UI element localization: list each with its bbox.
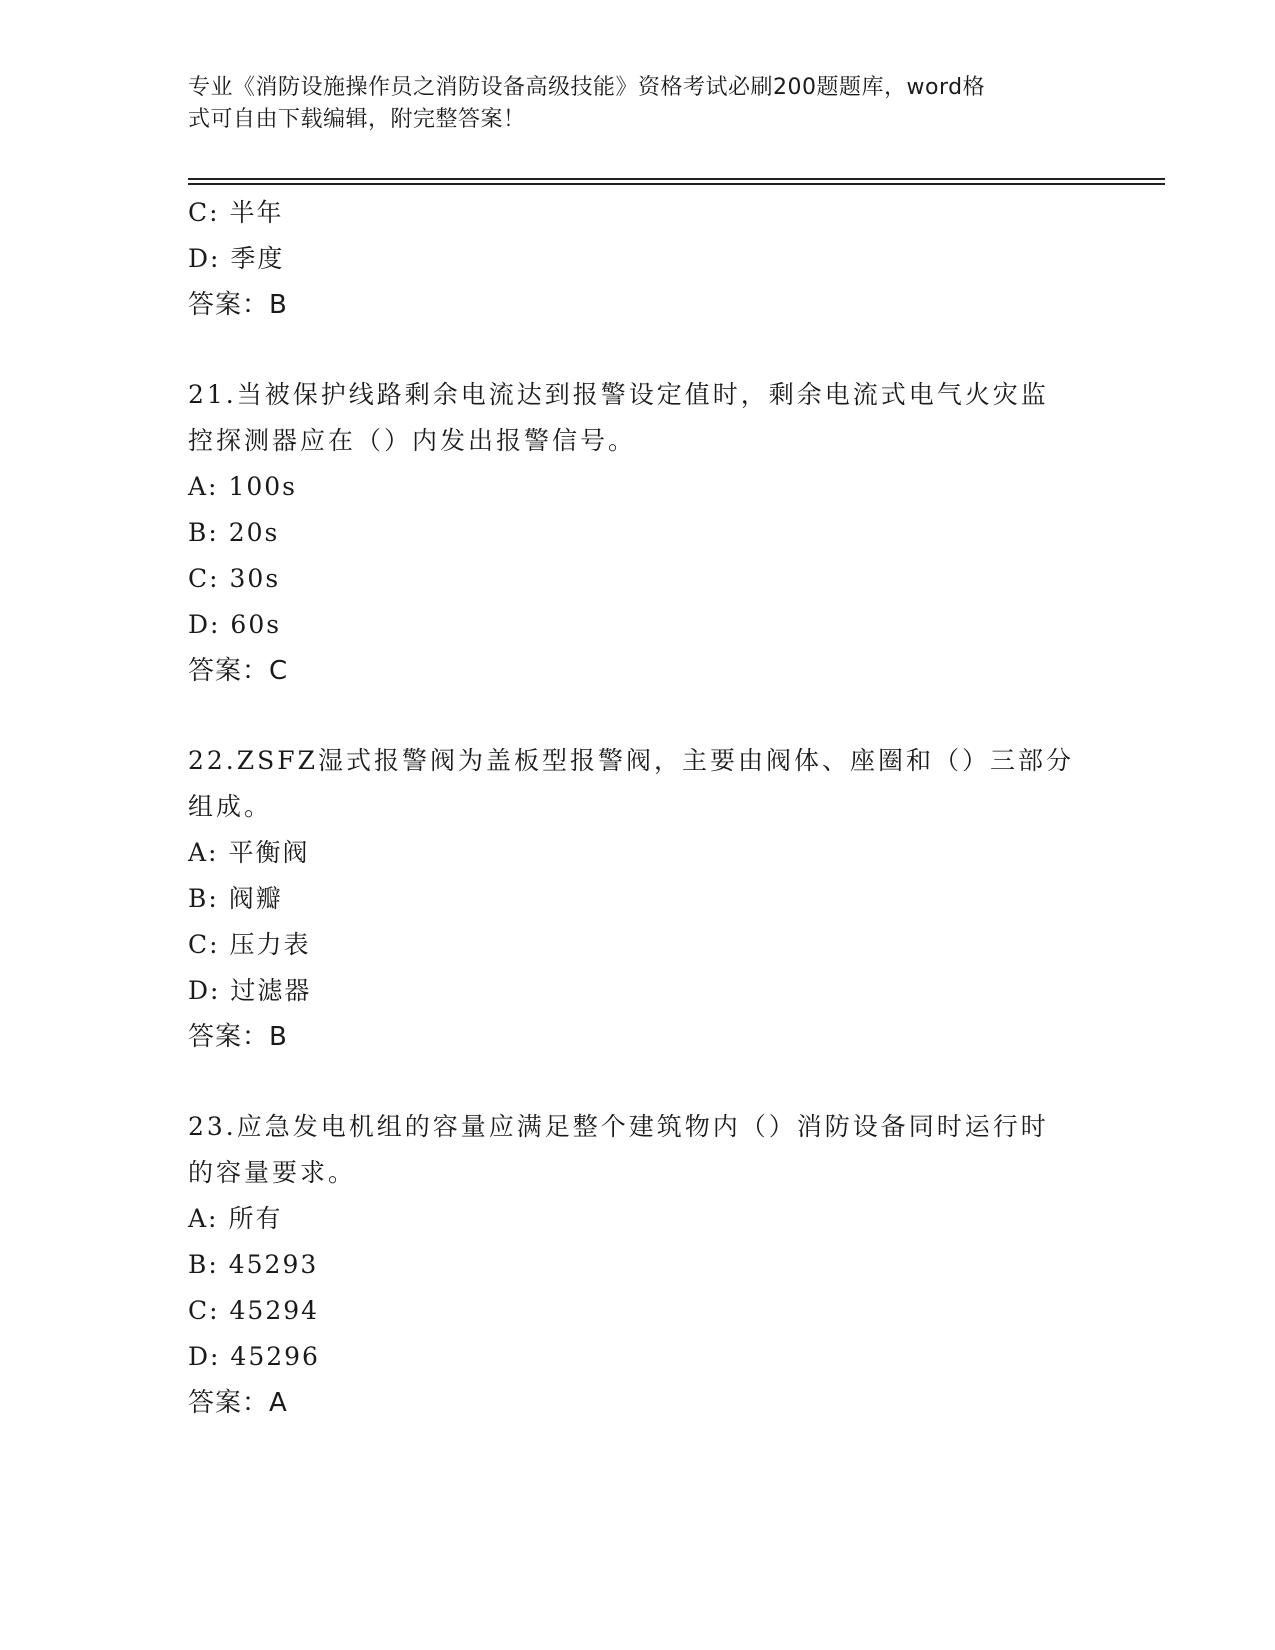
option-label: A:: [188, 472, 219, 501]
header-line-2: 式可自由下载编辑，附完整答案！: [188, 107, 526, 132]
question-stem-line: 的容量要求。: [188, 1158, 357, 1187]
option-a: [188, 464, 1088, 510]
option-text: 半年: [229, 198, 284, 227]
option-text: 阀瓣: [228, 884, 283, 913]
option-label: C:: [188, 1296, 220, 1325]
option-a: [188, 830, 1088, 876]
option-c: [188, 556, 1088, 602]
option-label: D:: [188, 244, 221, 273]
option-label: C:: [188, 198, 220, 227]
option-d: [188, 1334, 1088, 1380]
option-b: [188, 1242, 1088, 1288]
header-divider-top: [188, 178, 1165, 180]
option-b: [188, 510, 1088, 556]
question-21: [188, 372, 1088, 464]
option-text: 压力表: [229, 930, 311, 959]
question-22: [188, 738, 1088, 830]
question-stem-line: 组成。: [188, 792, 273, 821]
question-stem-line: 22.ZSFZ湿式报警阀为盖板型报警阀，主要由阀体、座圈和（）三部分: [188, 746, 1074, 775]
option-label: A:: [188, 838, 219, 867]
option-c: [188, 1288, 1088, 1334]
question-stem-line: 21.当被保护线路剩余电流达到报警设定值时，剩余电流式电气火灾监: [188, 380, 1049, 409]
option-text: 45294: [229, 1296, 320, 1325]
question-stem-line: 控探测器应在（）内发出报警信号。: [188, 426, 637, 455]
header-divider-bottom: [188, 183, 1165, 185]
answer-line: 答案：B: [188, 290, 288, 320]
option-label: B:: [188, 1250, 219, 1279]
option-label: D:: [188, 1342, 221, 1371]
option-label: C:: [188, 564, 220, 593]
option-text: 60s: [230, 610, 282, 639]
option-text: 平衡阀: [228, 838, 310, 867]
option-text: 100s: [228, 472, 297, 501]
option-c: [188, 922, 1088, 968]
option-label: D:: [188, 976, 221, 1005]
option-text: 过滤器: [230, 976, 312, 1005]
option-text: 20s: [228, 518, 280, 547]
question-23: [188, 1104, 1088, 1196]
option-text: 45296: [230, 1342, 320, 1371]
option-d: [188, 236, 1088, 282]
option-d: [188, 968, 1088, 1014]
option-label: B:: [188, 884, 219, 913]
answer-line: 答案：A: [188, 1388, 288, 1418]
option-text: 45293: [228, 1250, 319, 1279]
option-c: [188, 190, 1088, 236]
option-text: 季度: [230, 244, 285, 273]
option-label: B:: [188, 518, 219, 547]
option-a: [188, 1196, 1088, 1242]
question-content: [188, 190, 1088, 1426]
option-text: 所有: [228, 1204, 283, 1233]
option-b: [188, 876, 1088, 922]
option-text: 30s: [229, 564, 281, 593]
answer-line: 答案：B: [188, 1022, 288, 1052]
document-header: [188, 72, 1088, 136]
option-label: A:: [188, 1204, 219, 1233]
option-label: D:: [188, 610, 221, 639]
previous-question-tail: [188, 190, 1088, 328]
header-line-1: 专业《消防设施操作员之消防设备高级技能》资格考试必刷200题题库，word格: [188, 75, 986, 100]
option-label: C:: [188, 930, 220, 959]
answer-line: 答案：C: [188, 656, 289, 686]
option-d: [188, 602, 1088, 648]
question-stem-line: 23.应急发电机组的容量应满足整个建筑物内（）消防设备同时运行时: [188, 1112, 1049, 1141]
